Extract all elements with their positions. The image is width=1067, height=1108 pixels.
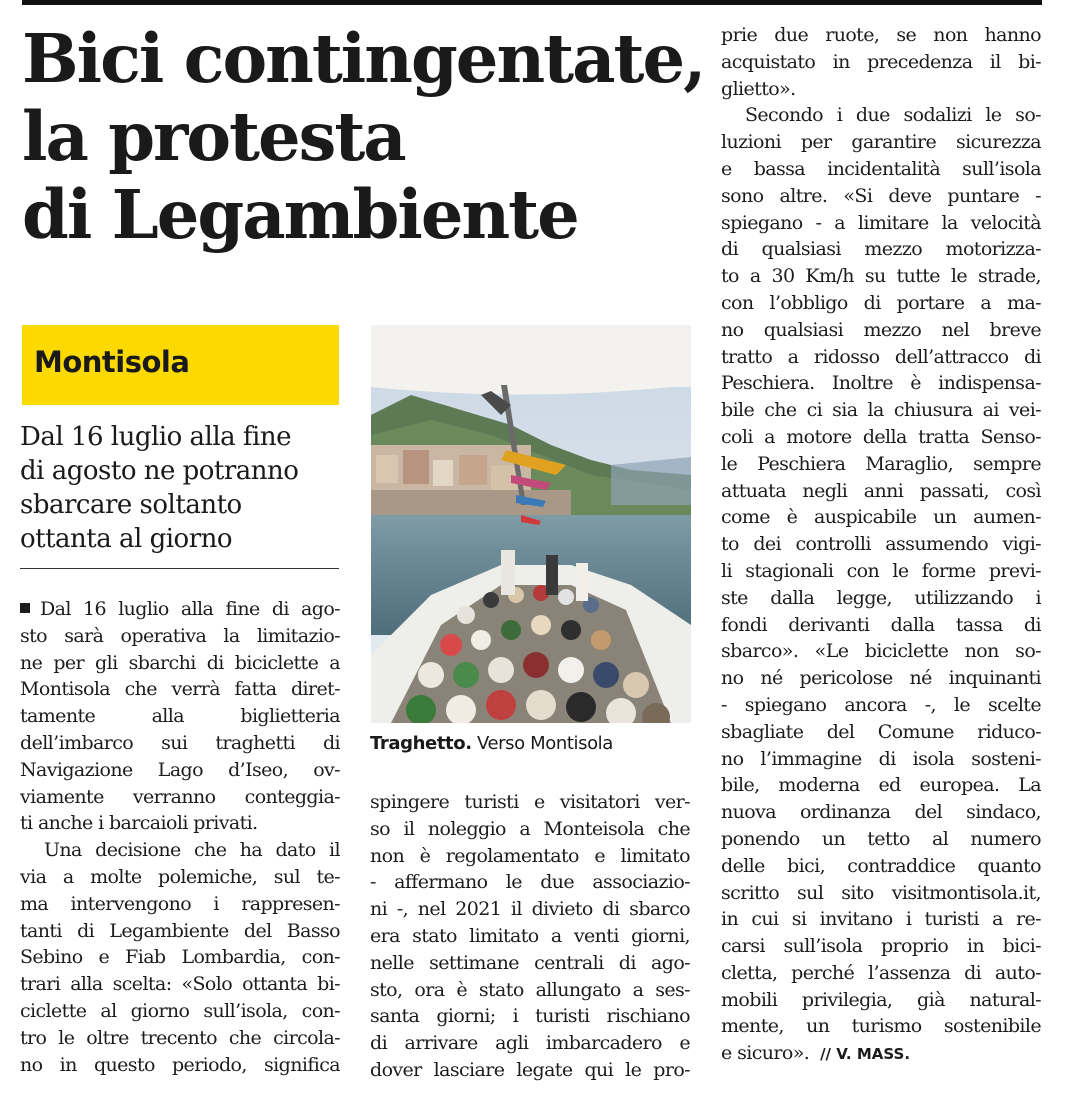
text-line: ne per gli sbarchi di biciclette a bbox=[20, 651, 340, 674]
article-column-3 bbox=[721, 22, 1041, 1068]
text-line: tro le oltre trecento che circola- bbox=[20, 1026, 340, 1049]
text-line: fondi derivanti dalla tassa di bbox=[721, 613, 1041, 636]
text-line: carsi sull’isola proprio in bici- bbox=[721, 935, 1041, 958]
text-line: le Peschiera Maraglio, sempre bbox=[721, 452, 1041, 475]
text-line: to dei controlli assumendo vigi- bbox=[721, 533, 1041, 556]
text-line: Sebino e Fiab Lombardia, con- bbox=[20, 946, 340, 969]
text-line: tratto a ridosso dell’attracco di bbox=[721, 345, 1041, 368]
text-line: sto sarà operativa la limitazio- bbox=[20, 624, 340, 647]
text-line: spingere turisti e visitatori ver- bbox=[370, 791, 690, 813]
headline-line: di Legambiente bbox=[22, 175, 578, 254]
text-line: in cui si invitano i turisti a re- bbox=[721, 908, 1041, 931]
section-kicker bbox=[22, 325, 339, 405]
headline-line: Bici contingentate, bbox=[22, 19, 705, 98]
text-line: come è auspicabile un aumen- bbox=[721, 506, 1041, 529]
text-line: ciclette al giorno sull’isola, con- bbox=[20, 999, 340, 1022]
text-line: luzioni per garantire sicurezza bbox=[721, 131, 1041, 154]
subheadline bbox=[20, 420, 350, 556]
text-line bbox=[20, 596, 340, 623]
text-line: mobili privilegia, già natural- bbox=[721, 988, 1041, 1011]
text-line: prie due ruote, se non hanno bbox=[721, 24, 1041, 46]
text-line: bile, moderna ed europea. La bbox=[721, 774, 1041, 797]
text-line: Secondo i due sodalizi le so- bbox=[745, 104, 1041, 127]
text-line: no l’immagine di isola sosteni- bbox=[721, 747, 1041, 770]
text-line: nelle settimane centrali di ago- bbox=[370, 951, 690, 974]
text-line: ponendo un tetto al numero bbox=[721, 827, 1041, 850]
text-line: scritto sul sito visitmontisola.it, bbox=[721, 881, 1041, 904]
text-line: con l’obbligo di portare a ma- bbox=[721, 291, 1041, 314]
text-line: ni -, nel 2021 il divieto di sbarco bbox=[370, 898, 690, 921]
subhead-line: sbarcare soltanto bbox=[20, 490, 242, 520]
text-line: cletta, perché l’assenza di auto- bbox=[721, 961, 1041, 984]
text-line: dover lasciare legate qui le pro- bbox=[370, 1058, 690, 1081]
byline: // V. MASS. bbox=[820, 1045, 911, 1064]
text-line: acquistato in precedenza il bi- bbox=[721, 50, 1041, 73]
text-line: ste dalla legge, utilizzando i bbox=[721, 586, 1041, 609]
text-line: - affermano le due associazio- bbox=[370, 871, 690, 894]
text-line: glietto». bbox=[721, 77, 796, 100]
text-line: bile che ci sia la chiusura ai vei- bbox=[721, 399, 1041, 422]
text-line: tamente alla biglietteria bbox=[20, 705, 340, 728]
text-line: viamente verranno conteggia- bbox=[20, 785, 340, 808]
text-line: Una decisione che ha dato il bbox=[44, 839, 340, 862]
text-line: Navigazione Lago d’Iseo, ov- bbox=[20, 758, 340, 781]
photo-caption bbox=[370, 733, 613, 754]
subhead-line: Dal 16 luglio alla fine bbox=[20, 422, 291, 452]
text-line: mente, un turismo sostenibile bbox=[721, 1015, 1041, 1038]
article-column-2 bbox=[370, 789, 690, 1084]
kicker-label: Montisola bbox=[34, 345, 190, 379]
caption-label: Traghetto. bbox=[370, 733, 472, 754]
text-line bbox=[721, 1040, 1041, 1068]
text-line: ti anche i barcaioli privati. bbox=[20, 812, 258, 835]
caption-text: Verso Montisola bbox=[471, 733, 613, 754]
top-rule bbox=[22, 0, 1042, 5]
ferry-photo bbox=[371, 325, 691, 723]
text-line: no né pericolose né inquinanti bbox=[721, 667, 1041, 690]
text-line: to a 30 Km/h su tutte le strade, bbox=[721, 265, 1041, 288]
text-line: no in questo periodo, significa bbox=[20, 1053, 340, 1076]
subhead-divider bbox=[20, 568, 339, 569]
text-span: Dal 16 luglio alla fine di ago- bbox=[40, 598, 340, 620]
text-line: sto, ora è stato allungato a ses- bbox=[370, 978, 690, 1001]
text-line: via a molte polemiche, sul te- bbox=[20, 865, 340, 888]
text-line: Peschiera. Inoltre è indispensa- bbox=[721, 372, 1041, 395]
subhead-line: ottanta al giorno bbox=[20, 524, 233, 554]
ferry-photo-icon bbox=[371, 325, 691, 723]
text-line: sono altre. «Si deve puntare - bbox=[721, 184, 1041, 207]
headline-line: la protesta bbox=[22, 97, 405, 176]
bullet-icon bbox=[20, 603, 30, 613]
text-line: tanti di Legambiente del Basso bbox=[20, 919, 340, 942]
article-column-1 bbox=[20, 596, 340, 1078]
text-line: no qualsiasi mezzo nel breve bbox=[721, 318, 1041, 341]
text-line: nuova ordinanza del sindaco, bbox=[721, 801, 1041, 824]
text-line: di arrivare agli imbarcadero e bbox=[370, 1032, 690, 1055]
text-line: coli a motore della tratta Senso- bbox=[721, 425, 1041, 448]
text-line: spiegano - a limitare la velocità bbox=[721, 211, 1041, 234]
text-line: so il noleggio a Monteisola che bbox=[370, 817, 690, 840]
text-line: di qualsiasi mezzo motorizza- bbox=[721, 238, 1041, 261]
headline bbox=[22, 19, 705, 254]
text-line: - spiegano ancora -, le scelte bbox=[721, 693, 1041, 716]
text-line: era stato limitato a venti giorni, bbox=[370, 924, 690, 947]
text-line: e bassa incidentalità sull’isola bbox=[721, 157, 1041, 180]
text-line: trari alla scelta: «Solo ottanta bi- bbox=[20, 973, 340, 996]
text-line: dell’imbarco sui traghetti di bbox=[20, 731, 340, 754]
text-line: sbagliate del Comune riduco- bbox=[721, 720, 1041, 743]
text-line: delle bici, contraddice quanto bbox=[721, 854, 1041, 877]
text-line: attuata negli anni passati, così bbox=[721, 479, 1041, 502]
text-line: sbarco». «Le biciclette non so- bbox=[721, 640, 1041, 663]
text-line: ma intervengono i rappresen- bbox=[20, 892, 340, 915]
text-line: li stagionali con le forme previ- bbox=[721, 559, 1041, 582]
text-line: non è regolamentato e limitato bbox=[370, 844, 690, 867]
subhead-line: di agosto ne potranno bbox=[20, 456, 299, 486]
text-line: Montisola che verrà fatta diret- bbox=[20, 678, 340, 701]
text-line: santa giorni; i turisti rischiano bbox=[370, 1005, 690, 1028]
text-span: e sicuro». bbox=[721, 1042, 810, 1065]
